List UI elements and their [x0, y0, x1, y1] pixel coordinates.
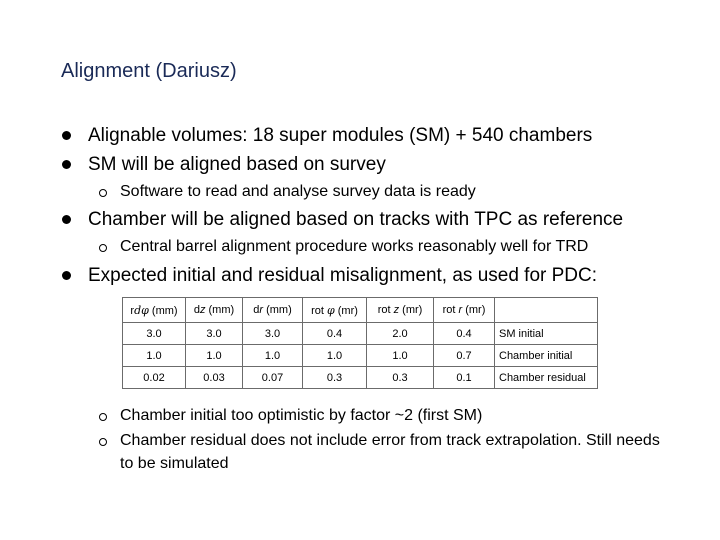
table-cell: 1.0: [186, 345, 243, 367]
subbullet-ring-icon: [99, 438, 107, 446]
subbullet-ring-icon: [99, 244, 107, 252]
row-label: Chamber residual: [495, 367, 598, 389]
note-text: Chamber residual does not include error from track extrapolation. Still needs to be simulated: [120, 432, 660, 472]
bullet-text: Alignable volumes: 18 super modules (SM) + 540 chambers: [88, 125, 593, 146]
column-header: dr (mm): [243, 298, 303, 323]
table-cell: 3.0: [186, 323, 243, 345]
row-label: Chamber initial: [495, 345, 598, 367]
misalignment-table: [122, 297, 598, 389]
table-cell: 3.0: [123, 323, 186, 345]
column-header: rdφ (mm): [123, 298, 186, 323]
bullet-text: Expected initial and residual misalignment, as used for PDC:: [88, 265, 598, 286]
table-cell: 2.0: [367, 323, 434, 345]
table-row: [123, 323, 598, 345]
table-cell: 0.4: [303, 323, 367, 345]
table-header-row: [123, 298, 598, 323]
note-text: Chamber initial too optimistic by factor ~2 (first SM): [120, 407, 483, 424]
table-cell: 3.0: [243, 323, 303, 345]
bullet-dot-icon: [62, 215, 71, 224]
bullet-dot-icon: [62, 160, 71, 169]
table-cell: 1.0: [243, 345, 303, 367]
table-cell: 0.3: [367, 367, 434, 389]
column-header: dz (mm): [186, 298, 243, 323]
column-header: rot r (mr): [434, 298, 495, 323]
table-row: [123, 367, 598, 389]
bullet-text: SM will be aligned based on survey: [88, 154, 386, 175]
subbullet-ring-icon: [99, 189, 107, 197]
table-cell: 0.07: [243, 367, 303, 389]
subbullet-text: Software to read and analyse survey data is ready: [120, 183, 476, 200]
bullet-text: Chamber will be aligned based on tracks with TPC as reference: [88, 209, 624, 230]
slide-title: Alignment (Dariusz): [61, 60, 237, 82]
subbullet-ring-icon: [99, 413, 107, 421]
table-cell: 0.02: [123, 367, 186, 389]
table-row: [123, 345, 598, 367]
subbullet-text: Central barrel alignment procedure works reasonably well for TRD: [120, 238, 589, 255]
table-cell: 0.03: [186, 367, 243, 389]
table-cell: 1.0: [303, 345, 367, 367]
bullet-dot-icon: [62, 271, 71, 280]
column-header: rot φ (mr): [303, 298, 367, 323]
table-cell: 0.1: [434, 367, 495, 389]
table-cell: 1.0: [123, 345, 186, 367]
table-cell: 0.3: [303, 367, 367, 389]
row-label: SM initial: [495, 323, 598, 345]
bullet-dot-icon: [62, 131, 71, 140]
table-cell: 1.0: [367, 345, 434, 367]
column-header-empty: [495, 298, 598, 323]
table-cell: 0.7: [434, 345, 495, 367]
column-header: rot z (mr): [367, 298, 434, 323]
table-cell: 0.4: [434, 323, 495, 345]
